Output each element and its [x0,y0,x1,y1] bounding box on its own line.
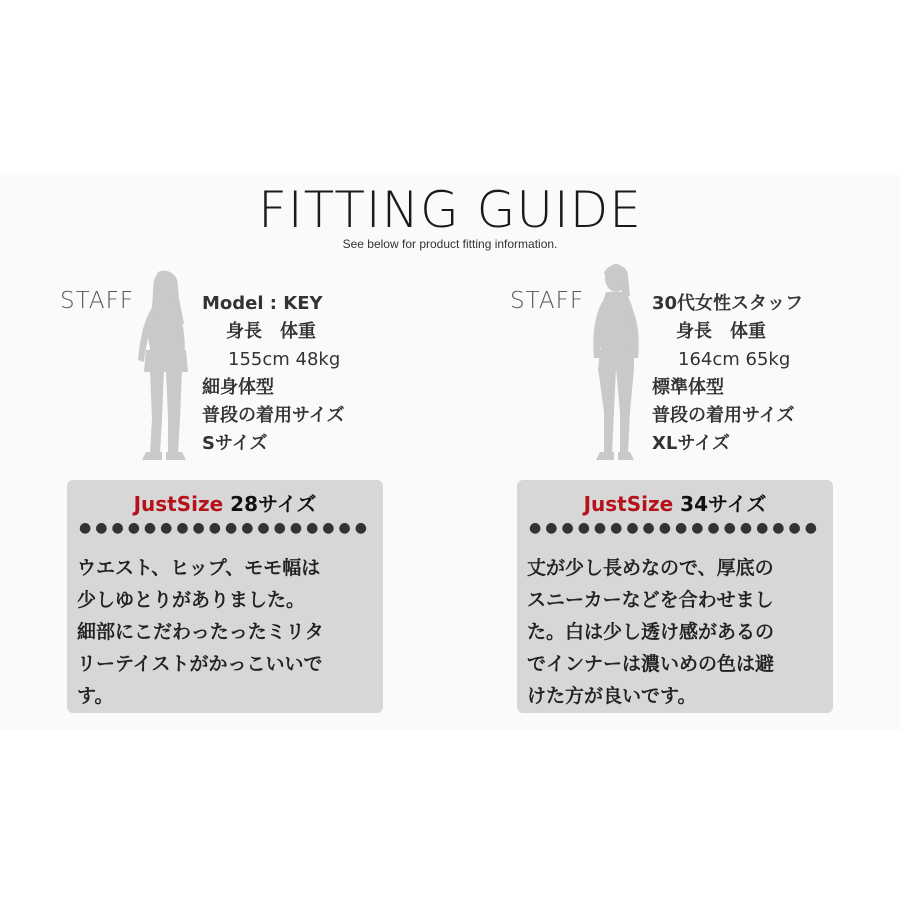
comment-line: 丈が少し長めなので、厚底の [527,557,774,579]
height-weight-value: 155cm 48kg [228,349,341,370]
fitting-comment-box [67,480,383,713]
dot-divider: ●●●●●●●●●●●●●●●●●● [529,520,821,536]
comment-line: 細部にこだわったったミリタ [77,621,324,643]
just-size-heading [67,488,383,517]
comment-line: リーテイストがかっこいいで [77,653,323,675]
body-type: 細身体型 [202,377,274,398]
page-subtitle: See below for product fitting information. [342,237,558,251]
comment-line: けた方が良いです。 [527,685,697,707]
staff-info [652,290,803,458]
dot-divider: ●●●●●●●●●●●●●●●●●● [79,520,371,536]
comment-line: す。 [77,685,114,707]
height-weight-label: 身長 体重 [676,321,766,342]
body-type: 標準体型 [652,377,724,398]
just-size-heading [517,488,833,517]
model-info [202,290,345,458]
right-staff-panel [450,0,900,900]
fitting-comment-box [517,480,833,713]
comment-line: た。白は少し透け感があるの [527,621,775,643]
fitting-comment [527,552,827,712]
just-size-brand: JustSize [583,492,674,516]
comment-line: でインナーは濃いめの色は避 [527,653,775,675]
just-size-value: 34サイズ [680,492,767,516]
comment-line: ウエスト、ヒップ、モモ幅は [77,557,321,579]
model-silhouette-icon [128,268,198,464]
just-size-value: 28サイズ [230,492,317,516]
staff-silhouette-icon [584,262,644,464]
usual-size-value: Sサイズ [202,433,268,454]
staff-label: STAFF [60,288,135,314]
usual-size-label: 普段の着用サイズ [652,405,795,426]
model-name: Model : KEY [202,293,323,314]
staff-label: STAFF [510,288,585,314]
height-weight-value: 164cm 65kg [678,349,791,370]
comment-line: スニーカーなどを合わせまし [527,589,774,611]
usual-size-value: XLサイズ [652,433,730,454]
fitting-comment [77,552,377,712]
usual-size-label: 普段の着用サイズ [202,405,345,426]
staff-name: 30代女性スタッフ [652,293,804,314]
height-weight-label: 身長 体重 [226,321,316,342]
page-title: FITTING GUIDE [258,181,642,239]
just-size-brand: JustSize [133,492,224,516]
comment-line: 少しゆとりがありました。 [77,589,306,611]
